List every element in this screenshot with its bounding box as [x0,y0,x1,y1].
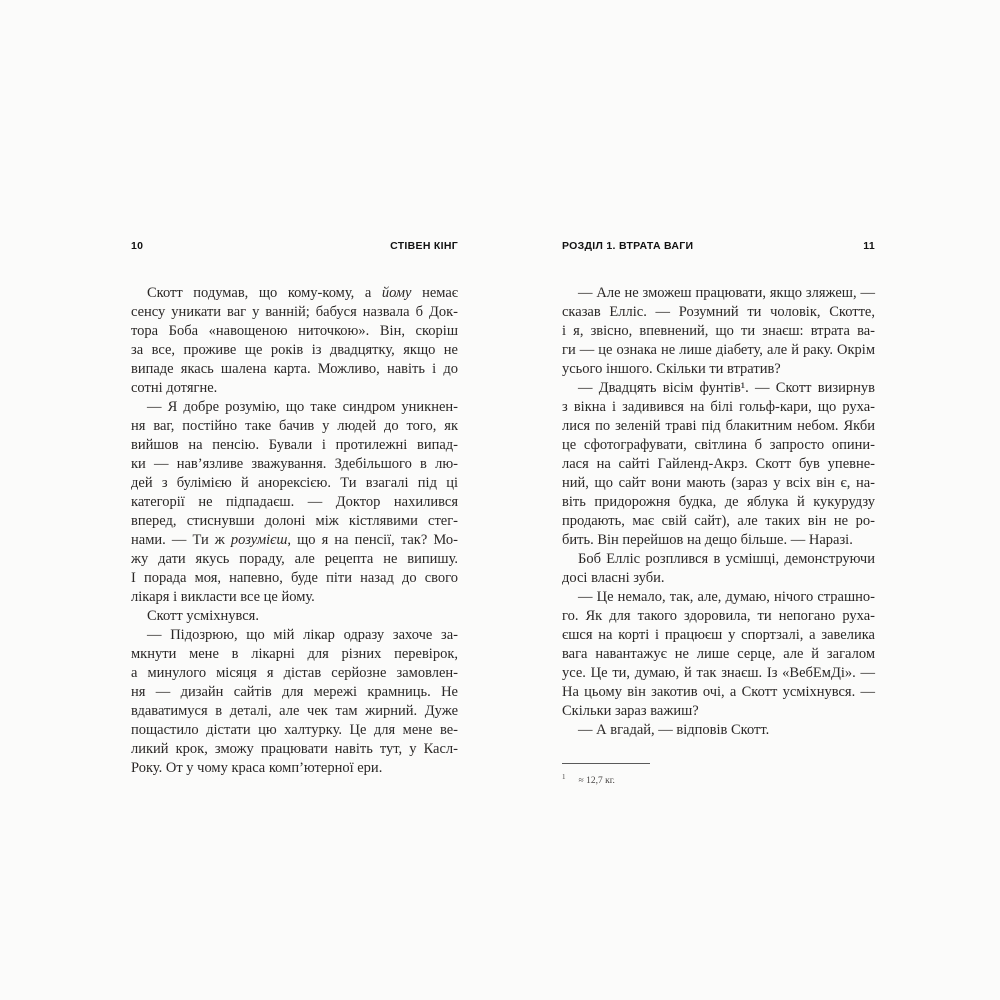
paragraph [131,626,458,778]
text-line: ня — дизайн сайтів для мережі крамниць. Не [131,684,458,700]
text-line: — Я добре розумію, що таке синдром уникнен- [147,399,458,415]
text-line: єшся на корті і працюєш у спортзалі, а завелика [562,627,875,643]
text-line: лікаря і викласти все це йому. [131,589,315,605]
text-line: Боб Елліс розплився в усмішці, демонструючи [578,551,875,567]
text-line: сенсу уникати ваг у ванній; бабуся назвала б Док- [131,304,458,320]
text-line: ня ваг, постійно таке бачив у людей до того, як [131,418,458,434]
text-line: — Двадцять вісім фунтів¹. — Скотт визирнув [578,380,875,396]
footnote-text [562,771,650,787]
text-line: дей з булімією й анорексією. Ти взагалі під ці [131,475,458,491]
text-line: — А вгадай, — відповів Скотт. [578,722,770,738]
text-line: ликий крок, зможу працювати навіть тут, у Касл- [131,741,458,757]
paragraph [131,607,458,626]
text-line: Скотт подумав, що кому-кому, а йому немає [147,285,459,301]
paragraph [562,721,875,740]
text-line: ки — нав’язливе зважування. Здебільшого в лю- [131,456,458,472]
text-line: ги — це ознака не лише діабету, але й раку. Окрім [562,342,875,358]
footnote-value: ≈ 12,7 кг. [578,776,615,787]
text-line: го. Як для такого здоровила, ти непогано руха- [562,608,875,624]
right-running-head [562,240,875,252]
text-line: нами. — Ти ж розумієш, що я на пенсії, так? Мо- [131,532,458,548]
text-line: лися по зеленій траві під блакитним небом. Якби [562,418,875,434]
text-line: — Але не зможеш працювати, якщо зляжеш, — [578,285,875,301]
text-line: — Підозрюю, що мій лікар одразу захоче за- [147,627,458,643]
text-line: вийшов на пенсію. Бували і протилежні випад- [131,437,458,453]
paragraph [562,550,875,588]
text-line: а минулого місяця я дістав серйозне замовлен- [131,665,458,681]
text-line: І порада моя, напевно, буде піти назад до свого [131,570,458,586]
left-page-number: 10 [131,240,144,252]
text-line: вдаватимуся в деталі, але чек там жирний. Дуже [131,703,458,719]
left-page-text [131,284,458,778]
text-line: жу дати якусь пораду, але рецепта не випишу. [131,551,458,567]
text-line: тора Боба «навощеною ниточкою». Він, скоріш [131,323,458,339]
right-page-number: 11 [863,240,875,252]
text-line: вага навантажує не лише серце, але й загалом [562,646,875,662]
text-line: за все, проживе ще років із двадцятку, якщо не [131,342,458,358]
text-line: випаде якась шалена карта. Можливо, навіть і до [131,361,458,377]
text-line: Року. От у чому краса комп’ютерної ери. [131,760,383,776]
text-line: Скільки зараз важиш? [562,703,699,719]
footnote-rule [562,763,650,764]
left-page [131,240,458,778]
paragraph [562,284,875,379]
text-line: мкнути мене в лікарні для різних перевірок, [131,646,458,662]
text-line: На цьому він закотив очі, а Скотт усміхнувся. — [562,684,875,700]
paragraph [562,379,875,550]
text-line: — Це немало, так, але, думаю, нічого страшно- [578,589,875,605]
left-running-title: СТІВЕН КІНГ [390,240,458,252]
right-page-text [562,284,875,740]
text-line: це сфотографувати, світлина б запросто опини- [562,437,875,453]
right-page [562,240,875,787]
text-line: і я, звісно, впевнений, що ти знаєш: втрата ва- [562,323,875,339]
text-line: з вікна і задивився на білі гольф-кари, що руха- [562,399,875,415]
footnote [562,763,650,787]
paragraph [562,588,875,721]
text-line: усього іншого. Скільки ти втратив? [562,361,781,377]
text-line: ний, що сайт вони мають (зараз у всіх він є, на- [562,475,875,491]
text-line: категорії не підпадаєш. — Доктор нахилився [131,494,458,510]
paragraph [131,398,458,607]
text-line: бить. Він перейшов на дещо більше. — Наразі. [562,532,853,548]
text-line: продають, має свій сайт), але таких він не ро- [562,513,875,529]
text-line: сказав Елліс. — Розумний ти чоловік, Скотте, [562,304,875,320]
text-line: сотні дотягне. [131,380,218,396]
text-line: усе. Це ти, думаю, й так знаєш. Із «ВебЕмДі». — [562,665,875,681]
right-running-title: РОЗДІЛ 1. ВТРАТА ВАГИ [562,240,694,252]
text-line: віть придорожня будка, де яблука й кукурудзу [562,494,875,510]
text-line: досі власні зуби. [562,570,665,586]
left-running-head [131,240,458,252]
footnote-marker: 1 [562,773,566,781]
text-line: вперед, стиснувши долоні між кістлявими стег- [131,513,458,529]
text-line: Скотт усміхнувся. [147,608,259,624]
text-line: лася на сайті Гайленд-Акрз. Скотт був упевне- [562,456,875,472]
text-line: пощастило дістати цю халтурку. Це для мене ве- [131,722,458,738]
paragraph [131,284,458,398]
